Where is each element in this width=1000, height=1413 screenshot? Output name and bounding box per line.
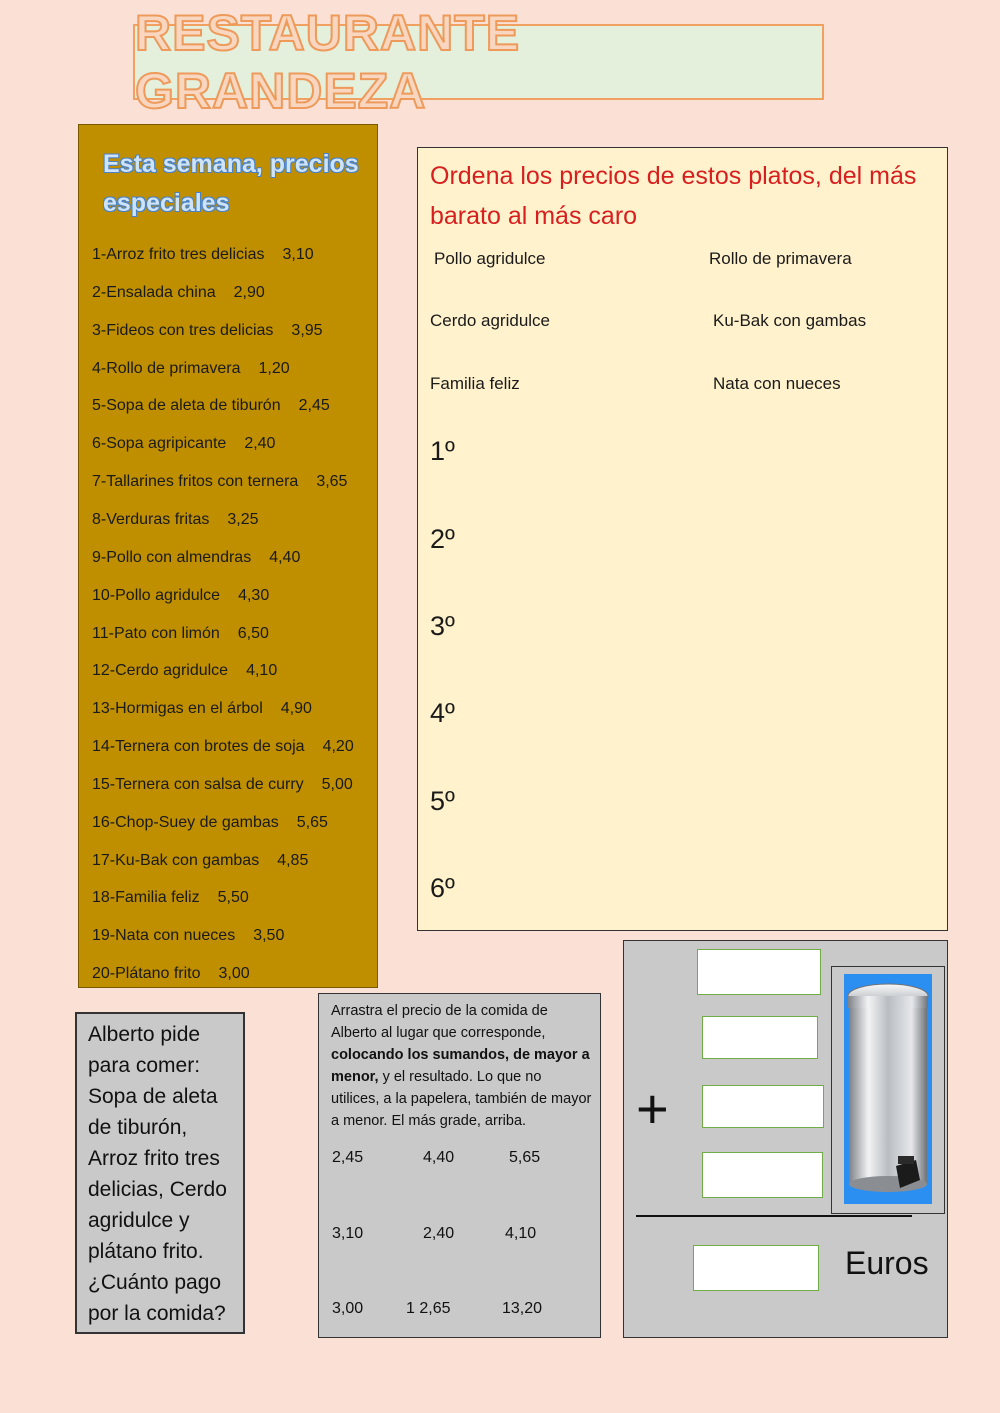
order-panel xyxy=(417,147,948,931)
menu-item xyxy=(92,511,259,529)
menu-item xyxy=(92,852,308,870)
menu-item-price: 6,50 xyxy=(237,624,269,642)
euros-label: Euros xyxy=(845,1245,929,1281)
menu-item-price: 2,45 xyxy=(298,397,330,415)
menu-item-name: 17-Ku-Bak con gambas xyxy=(92,851,260,869)
menu-item xyxy=(92,738,354,756)
menu-item xyxy=(92,284,265,302)
dish-option[interactable]: Pollo agridulce xyxy=(434,249,546,268)
menu-item-name: 16-Chop-Suey de gambas xyxy=(92,813,279,831)
rank-3-slot[interactable]: 3º xyxy=(430,611,455,641)
menu-item-price: 3,00 xyxy=(218,965,250,983)
draggable-price[interactable]: 13,20 xyxy=(502,1300,543,1317)
menu-item-name: 10-Pollo agridulce xyxy=(92,586,221,604)
menu-item xyxy=(92,662,277,680)
draggable-price[interactable]: 2,45 xyxy=(332,1149,364,1166)
addend-drop-box-3[interactable] xyxy=(702,1085,824,1128)
rank-5-slot[interactable]: 5º xyxy=(430,786,455,816)
menu-item-name: 14-Ternera con brotes de soja xyxy=(92,738,305,756)
menu-item xyxy=(92,965,250,983)
drag-prices-panel xyxy=(318,993,601,1338)
menu-item xyxy=(92,397,330,415)
menu-item xyxy=(92,246,314,264)
menu-item-price: 3,50 xyxy=(253,927,285,945)
menu-item xyxy=(92,814,328,832)
menu-item xyxy=(92,625,269,643)
menu-item-name: 5-Sopa de aleta de tiburón xyxy=(92,397,281,415)
menu-item-name: 15-Ternera con salsa de curry xyxy=(92,775,304,793)
alberto-question: Alberto pide para comer: Sopa de aleta de tiburón, Arroz frito tres delicias, Cerdo agridulce y plátano frito. ¿Cuánto pago por la comida? xyxy=(88,1023,227,1325)
addend-drop-box-1[interactable] xyxy=(697,949,821,995)
drag-instruction xyxy=(331,1000,593,1132)
menu-item xyxy=(92,435,275,453)
menu-item-price: 2,90 xyxy=(233,283,265,301)
trash-can-icon xyxy=(844,974,932,1204)
menu-item-price: 4,10 xyxy=(246,662,278,680)
menu-item-price: 5,00 xyxy=(321,775,353,793)
rank-1-slot[interactable]: 1º xyxy=(430,436,455,466)
rank-2-slot[interactable]: 2º xyxy=(430,524,455,554)
draggable-price[interactable]: 1 2,65 xyxy=(406,1300,451,1317)
menu-panel xyxy=(78,124,378,988)
menu-item-name: 6-Sopa agripicante xyxy=(92,435,227,453)
menu-item-price: 4,30 xyxy=(238,586,270,604)
menu-item-name: 19-Nata con nueces xyxy=(92,927,236,945)
draggable-price[interactable]: 4,10 xyxy=(505,1225,537,1242)
menu-heading: Esta semana, precios especiales xyxy=(103,150,359,217)
draggable-price[interactable]: 3,10 xyxy=(332,1225,364,1242)
menu-item xyxy=(92,322,323,340)
menu-item-price: 4,40 xyxy=(269,548,301,566)
dish-option[interactable]: Rollo de primavera xyxy=(709,249,852,268)
draggable-price[interactable]: 2,40 xyxy=(423,1225,455,1242)
menu-item-price: 1,20 xyxy=(258,359,290,377)
alberto-question-panel xyxy=(75,1012,245,1334)
dish-option[interactable]: Cerdo agridulce xyxy=(430,311,551,330)
rank-6-slot[interactable]: 6º xyxy=(430,873,455,903)
menu-item-price: 3,25 xyxy=(227,510,259,528)
drag-instruction-part1: Arrastra el precio de la comida de Alberto al lugar que corresponde, xyxy=(331,1003,548,1041)
menu-item-name: 2-Ensalada china xyxy=(92,283,216,301)
draggable-price[interactable]: 5,65 xyxy=(509,1149,541,1166)
menu-item-price: 5,50 xyxy=(217,889,249,907)
trash-bin-image xyxy=(844,974,932,1204)
plus-sign: + xyxy=(636,1077,669,1140)
menu-item-name: 9-Pollo con almendras xyxy=(92,548,252,566)
menu-item xyxy=(92,587,269,605)
sum-panel xyxy=(623,940,948,1338)
menu-item-name: 1-Arroz frito tres delicias xyxy=(92,246,265,263)
menu-item-name: 18-Familia feliz xyxy=(92,889,200,907)
menu-item-name: 8-Verduras fritas xyxy=(92,510,210,528)
page-title: RESTAURANTE GRANDEZA xyxy=(135,5,521,119)
sum-line xyxy=(636,1215,912,1217)
menu-item-price: 2,40 xyxy=(244,435,276,453)
menu-item-name: 20-Plátano frito xyxy=(92,965,201,983)
menu-item-name: 12-Cerdo agridulce xyxy=(92,662,229,680)
addend-drop-box-2[interactable] xyxy=(702,1016,818,1059)
order-instruction: Ordena los precios de estos platos, del más barato al más caro xyxy=(430,162,917,230)
menu-item-price: 3,65 xyxy=(316,473,348,491)
menu-item-price: 3,10 xyxy=(282,246,314,263)
menu-item-name: 11-Pato con limón xyxy=(92,624,220,642)
menu-item-name: 4-Rollo de primavera xyxy=(92,359,241,377)
menu-item-name: 3-Fideos con tres delicias xyxy=(92,321,274,339)
menu-item xyxy=(92,549,300,567)
menu-item-price: 3,95 xyxy=(291,321,323,339)
rank-4-slot[interactable]: 4º xyxy=(430,698,455,728)
menu-item xyxy=(92,473,347,491)
menu-item xyxy=(92,360,290,378)
draggable-price[interactable]: 4,40 xyxy=(423,1149,455,1166)
menu-item xyxy=(92,776,353,794)
trash-bin-drop-zone[interactable] xyxy=(831,966,945,1214)
title-banner xyxy=(133,5,824,119)
menu-item-price: 4,90 xyxy=(280,700,312,718)
dish-option[interactable]: Familia feliz xyxy=(430,374,520,393)
result-drop-box[interactable] xyxy=(693,1245,819,1291)
menu-item-name: 7-Tallarines fritos con ternera xyxy=(92,473,299,491)
addend-drop-box-4[interactable] xyxy=(702,1152,823,1198)
menu-item-price: 4,85 xyxy=(277,851,309,869)
menu-item-price: 5,65 xyxy=(296,813,328,831)
drag-instruction-part2: y el resultado. Lo que no utilices, a la papelera, también de mayor a menor. El más grade, arriba. xyxy=(331,1069,592,1129)
menu-item xyxy=(92,700,312,718)
menu-item xyxy=(92,889,249,907)
draggable-price[interactable]: 3,00 xyxy=(332,1300,364,1317)
menu-item xyxy=(92,927,284,945)
drag-instruction-bold: colocando los sumandos, de mayor a menor, xyxy=(331,1047,590,1085)
dish-option[interactable]: Nata con nueces xyxy=(713,374,841,393)
dish-option[interactable]: Ku-Bak con gambas xyxy=(713,311,867,330)
menu-item-name: 13-Hormigas en el árbol xyxy=(92,700,263,718)
menu-item-price: 4,20 xyxy=(322,738,354,756)
